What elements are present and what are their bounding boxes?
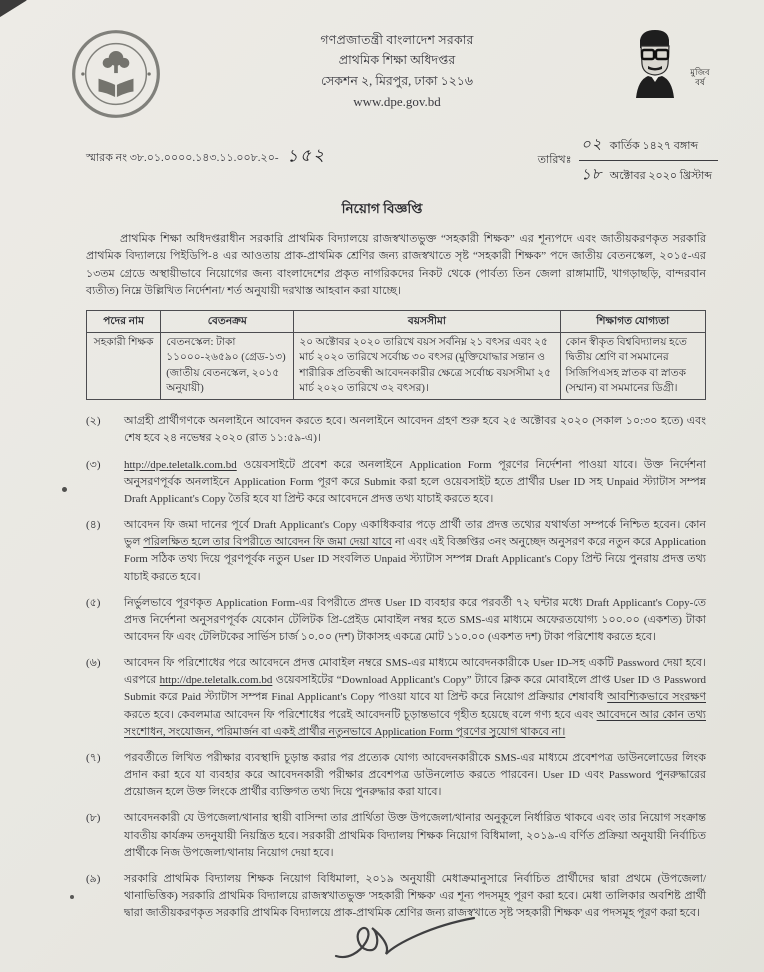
list-item (86, 655, 706, 741)
signature-icon (330, 912, 480, 964)
directorate-name: প্রাথমিক শিক্ষা অধিদপ্তর (338, 53, 456, 68)
table-row (87, 332, 706, 399)
item-text: নির্ভুলভাবে পূরণকৃত Application Form-এর বিপরীতে প্রদত্ত User ID ব্যবহার করে পরবর্তী ৭২ ঘন্টার মধ্যে Draft Applicant's Copy-তে প্রদত্ত নির্দেশনা অনুসরণপূর্বক যেকোন টেলিটক প্রি-প্রেইড মোবাইল নম্বর হতে SMS-এর মাধ্যমে অফেরতযোগ্য ১০০.০০ (একশত) টাকা আবেদন ফি এবং টেলিটকের সার্ভিস চার্জ ১০.০০ (দশ) টাকাসহ একত্রে মোট ১১০.০০ (একশত দশ) টাকা পরিশোধ করতে হবে। (124, 596, 706, 644)
scan-speck (70, 895, 74, 899)
gregorian-date-text: অক্টোবর ২০২০ খ্রিস্টাব্দ (609, 170, 712, 182)
cell-pay-scale: বেতনস্কেল: টাকা ১১০০০-২৬৫৯০ (গ্রেড-১৩) (জাতীয় বেতনস্কেল, ২০১৫ অনুযায়ী) (161, 332, 294, 399)
gregorian-day-handwritten: ১৮ (581, 166, 604, 184)
item-number: (৭) (86, 751, 101, 764)
government-name: গণপ্রজাতন্ত্রী বাংলাদেশ সরকার (320, 33, 474, 47)
list-item (86, 750, 706, 801)
col-education: শিক্ষাগত যোগ্যতা (560, 310, 705, 332)
memo-number-handwritten: ১৫২ (286, 145, 327, 166)
item-number: (৫) (86, 596, 101, 609)
cell-education: কোন স্বীকৃত বিশ্ববিদ্যালয় হতে দ্বিতীয় শ্রেণি বা সমমানের সিজিপিএসহ স্নাতক বা স্নাতক (সম্মান) বা সমমানের ডিগ্রী। (560, 332, 705, 399)
list-item (86, 457, 706, 508)
notice-title: নিয়োগ বিজ্ঞপ্তি (341, 201, 423, 216)
col-age-limit: বয়সসীমা (294, 310, 560, 332)
item-number: (৯) (86, 872, 101, 885)
cell-post-name: সহকারী শিক্ষক (87, 332, 161, 399)
list-item (86, 810, 706, 861)
item-number: (২) (86, 415, 101, 428)
item-text: http://dpe.teletalk.com.bd ওয়েবসাইটে প্রবেশ করে অনলাইনে Application Form পূরণের নির্দেশনা পাওয়া যাবে। উক্ত নির্দেশনা অনুসরণপূর্বক অনলাইনে Application Form পূরণ করে Submit করা হলে ওয়েবসাইট হতে প্রার্থীর User ID সহ Unpaid স্ট্যাটাস সম্পন্ন Draft Applicant's Copy তৈরি হবে যা প্রিন্ট করে আবেদনে প্রদত্ত তথ্য যাচাই করতে হবে। (124, 458, 706, 505)
memo-number-label: স্মারক নং ৩৮.০১.০০০০.১৪৩.১১.০০৮.২০- (86, 152, 279, 164)
website-text: www.dpe.gov.bd (353, 93, 441, 109)
bangla-date-text: কার্তিক ১৪২৭ বঙ্গাব্দ (609, 140, 699, 152)
item-text: পরবর্তীতে লিখিত পরীক্ষার ব্যবস্থাদি চূড়ান্ত করার পর প্রত্যেক যোগ্য আবেদনকারীকে SMS-এর মাধ্যমে প্রবেশপত্র ডাউনলোডের লিংক প্রদান করা হবে যা ব্যবহার করে আবেদনকারী পরীক্ষার প্রবেশপত্র ডাউনলোড করতে পারবেন। User ID এবং Password পুনরুদ্ধারের প্রয়োজন হলে উক্ত লিংকে প্রার্থীর ব্যক্তিগত তথ্য দিয়ে পুনরুদ্ধার করা যাবে। (124, 751, 706, 799)
item-text: আবেদনকারী যে উপজেলা/থানার স্থায়ী বাসিন্দা তার প্রার্থিতা উক্ত উপজেলা/থানার অনুকূলে নির্ধারিত থাকবে এবং তার নিয়োগ সংক্রান্ত যাবতীয় কার্যক্রম তদনুযায়ী নিয়ন্ত্রিত হবে। সরকারী প্রাথমিক বিদ্যালয় শিক্ষক নিয়োগ বিধিমালা, ২০১৯-এ বর্ণিত প্রক্রিয়া অনুযায়ী নির্বাচিত প্রার্থীকে নিজ উপজেলা/থানায় নিয়োগ দেয়া হবে। (124, 812, 706, 859)
letterhead (0, 0, 764, 125)
item-number: (৩) (86, 458, 101, 471)
clause-list (86, 413, 706, 922)
office-address: সেকশন ২, মিরপুর, ঢাকা ১২১৬ (320, 73, 474, 88)
date-label: তারিখঃ (537, 154, 572, 166)
item-text: আবেদন ফি জমা দানের পূর্বে Draft Applicant's Copy একাধিকবার পড়ে প্রার্থী তার প্রদত্ত তথ্যের যথার্থতা সম্পর্কে নিশ্চিত হবেন। কোন ভুল পরিলক্ষিত হলে তার বিপরীতে আবেদন ফি জমা দেয়া যাবে না এবং এই বিজ্ঞপ্তির ৩নং অনুচ্ছেদ অনুসরণ করে নতুন করে Application Form সঠিক তথ্য দিয়ে পূরণপূর্বক নতুন User ID সংবলিত Unpaid স্ট্যাটাস সম্পন্ন Draft Applicant's Copy প্রিন্ট নিয়ে পুনরায় প্রদত্ত তথ্য যাচাই করতে হবে। (124, 519, 706, 583)
item-text: আবেদন ফি পরিশোধের পরে আবেদনে প্রদত্ত মোবাইল নম্বরে SMS-এর মাধ্যমে আবেদনকারীকে User ID-সহ একটি Password দেয়া হবে। এরপরে http://dpe.teletalk.com.bd ওয়েবসাইটের “Download Applicant's Copy” ট্যাবে ক্লিক করে মোবাইলে প্রাপ্ত User ID ও Password Submit করে Paid স্ট্যাটাস সম্পন্ন Final Applicant's Copy পাওয়া যাবে যা প্রিন্ট করে নিয়োগ প্রক্রিয়ার শেষাবধি আবশ্যিকভাবে সংরক্ষণ করতে হবে। কেবলমাত্র আবেদন ফি পরিশোধের পরেই আবেদনটি চূড়ান্তভাবে গৃহীত হয়েছে বলে গণ্য হবে এবং আবেদনে আর কোন তথ্য সংশোধন, সংযোজন, পরিমার্জন বা একই প্রার্থীর নতুনভাবে Application Form পূরণের সুযোগ থাকবে না। (124, 657, 706, 738)
item-text: সরকারি প্রাথমিক বিদ্যালয় শিক্ষক নিয়োগ বিধিমালা, ২০১৯ অনুযায়ী মেধাক্রমানুসারে নির্বাচিত প্রার্থীদের দ্বারা প্রথমে (উপজেলা/থানাভিত্তিক) সরকারি প্রাথমিক বিদ্যালয়ে রাজস্বখাতভুক্ত 'সহকারী শিক্ষক' এর শূন্য পদসমূহ পূরণ করা হবে। মেধা তালিকার অবশিষ্ট প্রার্থী দ্বারা জাতীয়করণকৃত সরকারি প্রাথমিক বিদ্যালয়ে প্রাক-প্রাথমিক শ্রেণির জন্য রাজস্বখাতে সৃষ্ট 'সহকারী শিক্ষক' এর পদসমূহ পূরণ করা হবে। (124, 872, 706, 920)
item-number: (৬) (86, 657, 101, 670)
list-item (86, 595, 706, 646)
mujib-borsho-logo (624, 24, 716, 115)
mujib-portrait-icon (624, 26, 686, 110)
item-text: আগ্রহী প্রার্থীগণকে অনলাইনে আবেদন করতে হবে। অনলাইনে আবেদন গ্রহণ শুরু হবে ২৫ অক্টোবর ২০২০ (সকাল ১০:৩০ হতে) এবং শেষ হবে ২৪ নভেম্বর ২০২০ (রাত ১১:৫৯-এ)। (124, 415, 706, 445)
seal-icon (70, 28, 162, 120)
item-number: (৪) (86, 519, 101, 532)
col-post-name: পদের নাম (87, 310, 161, 332)
list-item (86, 413, 706, 447)
notice-body (0, 221, 764, 922)
table-header-row (87, 310, 706, 332)
gregorian-date (579, 161, 718, 188)
cell-age-limit: ২০ অক্টোবর ২০২০ তারিখে বয়স সর্বনিম্ন ২১ বৎসর এবং ২৫ মার্চ ২০২০ তারিখে সর্বোচ্চ ৩০ বৎসর (মুক্তিযোদ্ধার সন্তান ও শারীরিক প্রতিবন্ধী আবেদনকারীর ক্ষেত্রে সর্বোচ্চ বয়সসীমা ২৫ মার্চ ২০২০ তারিখে ৩২ বৎসর)। (294, 332, 560, 399)
bangla-day-handwritten: ০২ (581, 136, 604, 154)
scan-speck (62, 487, 67, 492)
bangla-date (579, 133, 718, 161)
mujib-borsho-label: মুজিব বর্ষ (690, 67, 710, 87)
list-item (86, 517, 706, 586)
memo-number (86, 133, 326, 171)
intro-paragraph: প্রাথমিক শিক্ষা অধিদপ্তরাধীন সরকারি প্রাথমিক বিদ্যালয়ে রাজস্বখাতভুক্ত “সহকারী শিক্ষক” এর শূন্যপদে এবং জাতীয়করণকৃত সরকারি প্রাথমিক বিদ্যালয়ে পিইডিপি-৪ এর আওতায় প্রাক-প্রাথমিক শ্রেণির জন্য রাজস্বখাতে সৃষ্ট “সহকারী শিক্ষক” পদে জাতীয় বেতনস্কেল, ২০১৫-এর ১৩তম গ্রেডে অস্থায়ীভাবে নিয়োগের জন্য বাংলাদেশের প্রকৃত নাগরিকদের নিকট থেকে (পার্বত্য তিন জেলা রাঙ্গামাটি, খাগড়াছড়ি, বান্দরবান ব্যতীত) নিম্নে উল্লিখিত নির্দেশনা/ শর্ত অনুযায়ী দরখাস্ত আহবান করা যাচ্ছে। (86, 233, 706, 298)
item-number: (৮) (86, 812, 101, 825)
letterhead-text (170, 24, 624, 112)
memo-date-row (0, 125, 764, 188)
col-pay-scale: বেতনক্রম (161, 310, 294, 332)
dpe-seal-logo (70, 24, 170, 125)
recruitment-table (86, 310, 706, 401)
date-stack (579, 133, 718, 188)
date-block (538, 133, 718, 188)
signature-scribble (330, 912, 480, 969)
